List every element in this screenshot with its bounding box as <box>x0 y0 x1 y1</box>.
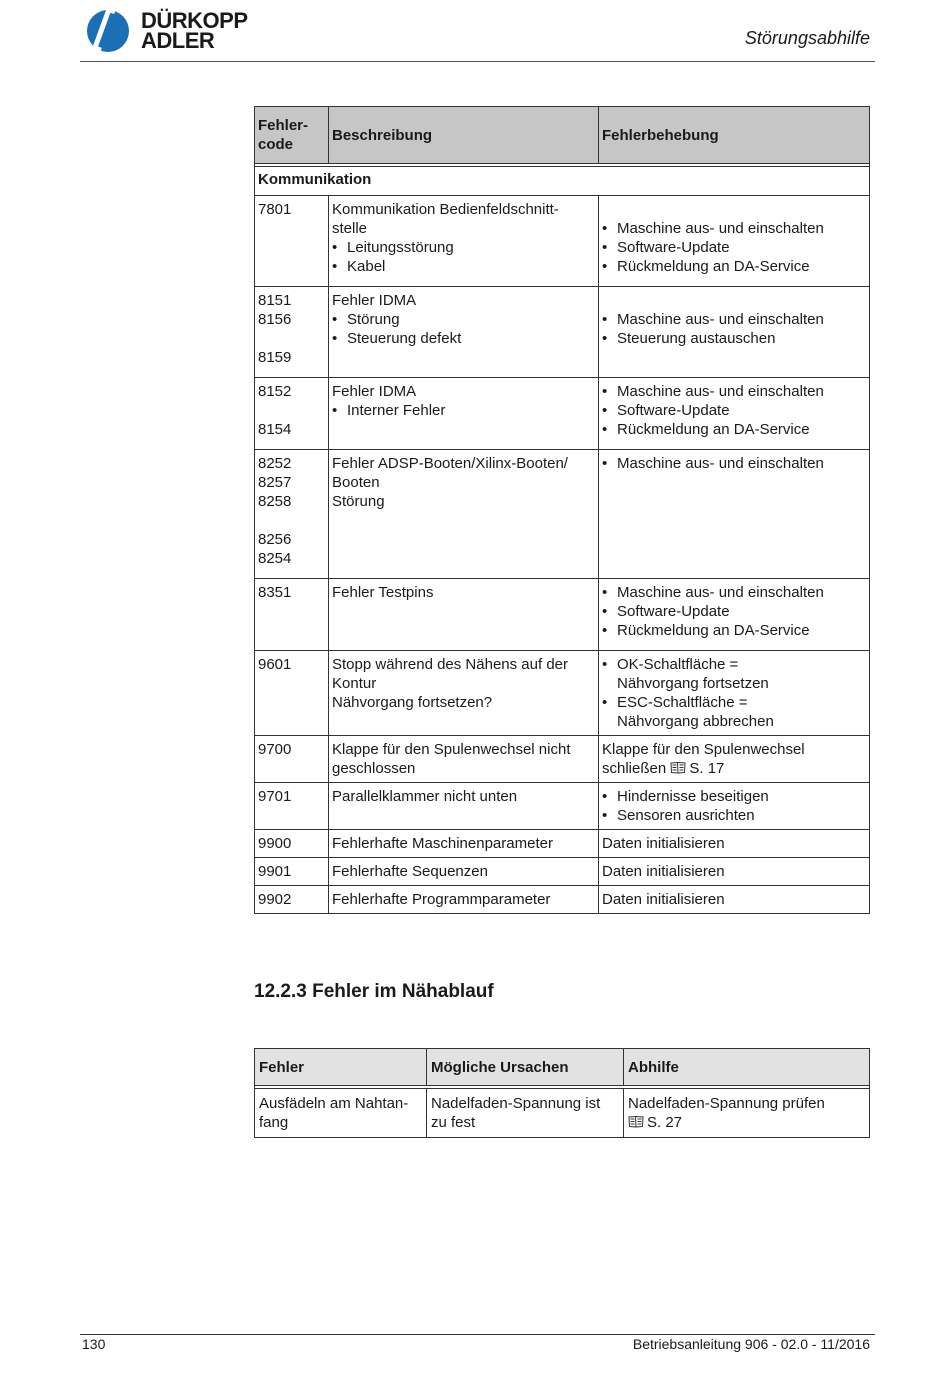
error-code-cell <box>255 858 329 886</box>
error-code: 9700 <box>258 741 292 758</box>
remedy-gap <box>602 291 866 310</box>
error-row <box>255 736 870 783</box>
remedy-cell <box>599 858 870 886</box>
fault-row <box>255 1089 870 1138</box>
fault-table <box>254 1048 870 1138</box>
description-line: Störung <box>332 493 385 510</box>
remedy-cell <box>599 830 870 858</box>
description-bullet: • Interner Fehler <box>332 401 595 420</box>
description-bullet: • Steuerung defekt <box>332 329 595 348</box>
remedy-text <box>602 740 866 759</box>
error-table-header-row <box>255 107 870 164</box>
remedy-bullet: • Maschine aus- und einschalten <box>602 219 866 238</box>
remedy-cell <box>599 378 870 450</box>
description-cell <box>329 651 599 736</box>
error-code: 9901 <box>258 863 292 880</box>
remedy-text-value: Daten initialisieren <box>602 863 725 880</box>
remedy-bullet: • Hindernisse beseitigen <box>602 787 866 806</box>
duerkopp-adler-logo-icon <box>80 9 136 53</box>
remedy-bullet: • Rückmeldung an DA-Service <box>602 621 866 640</box>
description-cell <box>329 830 599 858</box>
error-row <box>255 886 870 914</box>
error-code: 8156 <box>258 311 292 328</box>
section-row <box>255 167 870 196</box>
error-code: 8252 <box>258 455 292 472</box>
fault-line: Ausfädeln am Nahtan- <box>259 1095 409 1112</box>
remedy-cell <box>599 736 870 783</box>
header-title: Störungsabhilfe <box>744 28 870 48</box>
description-line: Fehler IDMA <box>332 292 417 309</box>
description-bullet: • Leitungsstörung <box>332 238 595 257</box>
remedy-bullet: • Maschine aus- und einschalten <box>602 454 866 473</box>
remedy-bullet: • Software-Update <box>602 401 866 420</box>
header-code-line: Fehler- <box>258 117 309 134</box>
remedy-bullet: • Steuerung austauschen <box>602 329 866 348</box>
page-reference: S. 17 <box>689 760 725 777</box>
description-line: Fehlerhafte Programmparameter <box>332 891 551 908</box>
remedy-bullet: • OK-Schaltfläche = <box>602 655 866 674</box>
error-code-cell <box>255 196 329 287</box>
header-fault: Fehler <box>255 1049 427 1086</box>
fault-table-header-row <box>255 1049 870 1086</box>
remedy-bullet: • Rückmeldung an DA-Service <box>602 420 866 439</box>
brand-wordmark <box>141 8 248 53</box>
error-rows <box>255 196 870 914</box>
error-code: 8151 <box>258 292 292 309</box>
remedy-bullet: • Sensoren ausrichten <box>602 806 866 825</box>
remedy-bullet-continued: Nähvorgang fortsetzen <box>617 675 769 692</box>
error-code: 8256 <box>258 531 292 548</box>
remedy-cell <box>599 579 870 651</box>
error-code-cell <box>255 287 329 378</box>
error-row <box>255 196 870 287</box>
error-code: 9900 <box>258 835 292 852</box>
header-cause: Mögliche Ursachen <box>427 1049 624 1086</box>
description-line: Klappe für den Spulenwechsel nicht <box>332 741 571 758</box>
error-code: 8258 <box>258 493 292 510</box>
error-code-cell <box>255 830 329 858</box>
description-line: Stopp während des Nähens auf der <box>332 656 568 673</box>
remedy-text <box>602 759 866 778</box>
remedy-bullet-continued: Nähvorgang abbrechen <box>617 713 774 730</box>
header-remedy: Abhilfe <box>624 1049 870 1086</box>
error-code: 9701 <box>258 788 292 805</box>
page-number: 130 <box>82 1336 106 1352</box>
remedy-reference <box>628 1113 865 1132</box>
remedy-bullet: • Software-Update <box>602 602 866 621</box>
brand-line-2: ADLER <box>141 28 215 53</box>
remedy-bullet: • Rückmeldung an DA-Service <box>602 257 866 276</box>
error-code-cell <box>255 450 329 579</box>
fault-line: fang <box>259 1114 289 1131</box>
book-reference-icon <box>670 761 686 774</box>
description-line: Parallelklammer nicht unten <box>332 788 518 805</box>
remedy-cell <box>599 783 870 830</box>
fault-rows <box>255 1089 870 1138</box>
description-cell <box>329 378 599 450</box>
description-cell <box>329 736 599 783</box>
section-title: Kommunikation <box>255 167 870 196</box>
description-line: Fehlerhafte Maschinenparameter <box>332 835 553 852</box>
description-cell <box>329 858 599 886</box>
description-line: stelle <box>332 220 368 237</box>
remedy-cell <box>599 450 870 579</box>
description-cell <box>329 886 599 914</box>
description-line: Booten <box>332 474 380 491</box>
fault-cell <box>255 1089 427 1138</box>
description-cell <box>329 196 599 287</box>
error-code-cell <box>255 736 329 783</box>
remedy-text-value: Klappe für den Spulenwechsel <box>602 741 805 758</box>
brand-line-1: DÜRKOPP <box>141 8 248 33</box>
error-code-table <box>254 106 870 914</box>
error-code-cell <box>255 886 329 914</box>
code-gap <box>258 511 325 530</box>
cause-line: zu fest <box>431 1114 476 1131</box>
section-heading: 12.2.3 Fehler im Nähablauf <box>254 981 494 1002</box>
remedy-text <box>602 890 866 909</box>
error-row <box>255 450 870 579</box>
remedy-text-value: Daten initialisieren <box>602 891 725 908</box>
description-line: Kontur <box>332 675 377 692</box>
error-code: 8257 <box>258 474 292 491</box>
page-reference: S. 27 <box>647 1114 683 1131</box>
error-code: 8152 <box>258 383 292 400</box>
cause-line: Nadelfaden-Spannung ist <box>431 1095 601 1112</box>
description-line: geschlossen <box>332 760 416 777</box>
remedy-gap <box>602 200 866 219</box>
error-code-cell <box>255 651 329 736</box>
remedy-cell <box>599 287 870 378</box>
description-line: Fehler Testpins <box>332 584 434 601</box>
description-line: Fehler ADSP-Booten/Xilinx-Booten/ <box>332 455 568 472</box>
description-cell <box>329 450 599 579</box>
header-divider <box>80 61 875 62</box>
brand-logo <box>80 8 248 54</box>
document-reference: Betriebsanleitung 906 - 02.0 - 11/2016 <box>632 1336 870 1352</box>
error-code: 8351 <box>258 584 292 601</box>
remedy-bullet: • Maschine aus- und einschalten <box>602 382 866 401</box>
description-line: Nähvorgang fortsetzen? <box>332 694 493 711</box>
description-cell <box>329 287 599 378</box>
error-row <box>255 858 870 886</box>
error-code: 8154 <box>258 421 292 438</box>
error-row <box>255 579 870 651</box>
remedy-bullet: • ESC-Schaltfläche = <box>602 693 866 712</box>
remedy-bullet: • Maschine aus- und einschalten <box>602 583 866 602</box>
description-cell <box>329 783 599 830</box>
error-row <box>255 783 870 830</box>
description-line: Fehler IDMA <box>332 383 417 400</box>
error-code-cell <box>255 579 329 651</box>
remedy-bullet: • Maschine aus- und einschalten <box>602 310 866 329</box>
header-code <box>255 107 329 164</box>
description-cell <box>329 579 599 651</box>
remedy-text-value: Daten initialisieren <box>602 835 725 852</box>
description-line: Fehlerhafte Sequenzen <box>332 863 488 880</box>
error-code: 9601 <box>258 656 292 673</box>
error-row <box>255 287 870 378</box>
error-code: 7801 <box>258 201 292 218</box>
remedy-cell <box>624 1089 870 1138</box>
description-bullet: • Störung <box>332 310 595 329</box>
description-line: Kommunikation Bedienfeldschnitt- <box>332 201 559 218</box>
code-gap <box>258 401 325 420</box>
header-description: Beschreibung <box>329 107 599 164</box>
error-code: 8159 <box>258 349 292 366</box>
description-bullet: • Kabel <box>332 257 595 276</box>
book-reference-icon <box>628 1115 644 1128</box>
remedy-line: Nadelfaden-Spannung prüfen <box>628 1095 825 1112</box>
error-code: 8254 <box>258 550 292 567</box>
remedy-cell <box>599 196 870 287</box>
remedy-cell <box>599 651 870 736</box>
remedy-cell <box>599 886 870 914</box>
remedy-text <box>602 862 866 881</box>
code-gap <box>258 329 325 348</box>
remedy-text <box>602 834 866 853</box>
error-code-cell <box>255 378 329 450</box>
footer-divider <box>80 1334 875 1335</box>
remedy-bullet: • Software-Update <box>602 238 866 257</box>
error-row <box>255 830 870 858</box>
error-row <box>255 651 870 736</box>
header-code-line: code <box>258 136 294 153</box>
header-remedy: Fehlerbehebung <box>599 107 870 164</box>
error-code-cell <box>255 783 329 830</box>
remedy-text-value: schließen <box>602 760 667 777</box>
error-code: 9902 <box>258 891 292 908</box>
cause-cell <box>427 1089 624 1138</box>
error-row <box>255 378 870 450</box>
